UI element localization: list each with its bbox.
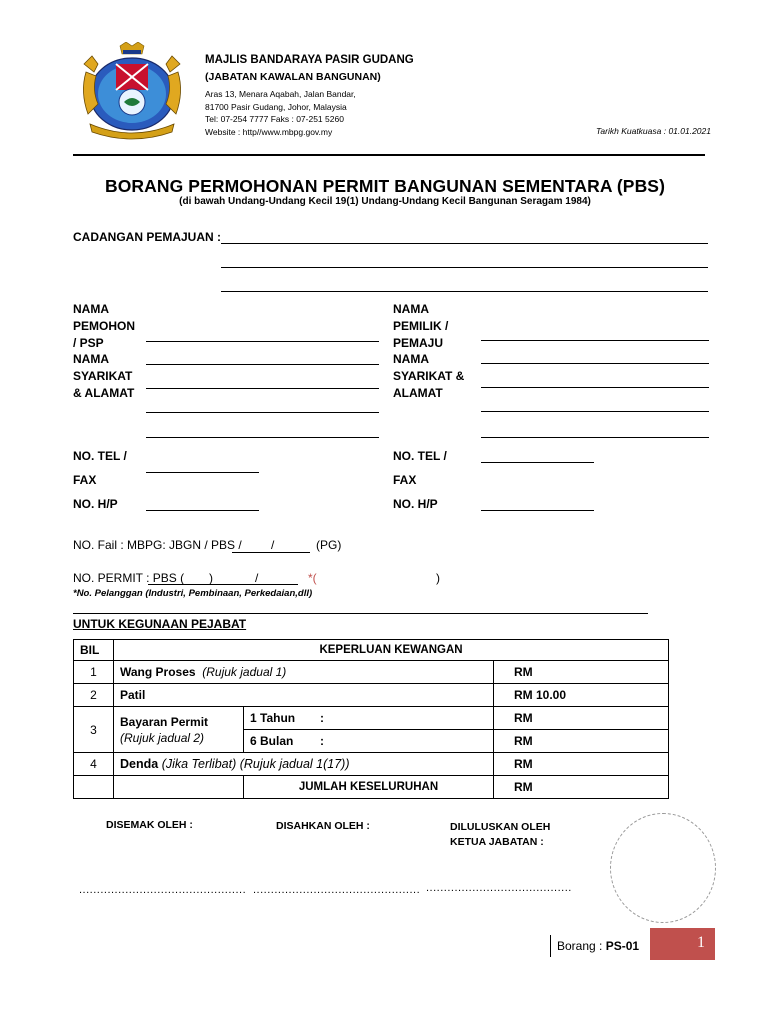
row-item-note: (Rujuk jadual 2) (120, 730, 205, 745)
owner-field-5[interactable] (481, 437, 709, 438)
applicant-field-2[interactable] (146, 364, 379, 365)
col-bil-header: BIL (74, 640, 114, 661)
row-bil: 3 (74, 707, 114, 753)
file-number-suffix: (PG) (316, 538, 342, 552)
option-label: 1 Tahun (250, 711, 296, 725)
applicant-tel-field[interactable] (146, 472, 259, 473)
owner-label-line: NAMA (393, 352, 429, 367)
owner-label-line: PEMAJU (393, 335, 444, 350)
applicant-label-line: NAMA (73, 352, 109, 367)
applicant-label-line: SYARIKAT (73, 369, 133, 384)
table-row (74, 661, 669, 684)
financial-table (73, 639, 669, 799)
applicant-fax-label: FAX (73, 473, 97, 487)
page-number: 1 (697, 934, 705, 951)
row-item-label: Patil (114, 684, 494, 707)
applicant-tel-label: NO. TEL / (73, 449, 127, 463)
approved-by-signature-line[interactable]: ......................................... (426, 882, 572, 894)
applicant-name-label (73, 301, 135, 402)
owner-label-line: NAMA (393, 302, 429, 316)
address-line: 81700 Pasir Gudang, Johor, Malaysia (205, 101, 347, 112)
approved-by-line: KETUA JABATAN : (450, 836, 544, 848)
owner-label-line: PEMILIK / (393, 318, 449, 333)
reviewed-by-signature-line[interactable]: ............................................... (79, 884, 247, 896)
permit-slash: / (255, 571, 259, 585)
permit-paren-close: ) (209, 571, 213, 585)
table-row (74, 753, 669, 776)
applicant-field-5[interactable] (146, 437, 379, 438)
row-amount-field[interactable]: RM (494, 730, 669, 753)
option-colon: : (320, 711, 324, 725)
owner-fax-label: FAX (393, 473, 417, 487)
row-item-label: Bayaran Permit (120, 714, 209, 729)
row-bil: 2 (74, 684, 114, 707)
col-keperluan-header: KEPERLUAN KEWANGAN (114, 640, 669, 661)
cadangan-field-3[interactable] (221, 291, 708, 292)
address-line: Tel: 07-254 7777 Faks : 07-251 5260 (205, 114, 344, 124)
applicant-label-line: PEMOHON (73, 318, 136, 333)
cadangan-field-1[interactable] (221, 243, 708, 244)
applicant-label-line: / PSP (73, 335, 104, 350)
applicant-hp-field[interactable] (146, 510, 259, 511)
table-row (74, 707, 669, 730)
owner-hp-field[interactable] (481, 510, 594, 511)
applicant-label-line: & ALAMAT (73, 385, 135, 400)
address-line: Aras 13, Menara Aqabah, Jalan Bandar, (205, 89, 356, 99)
form-code-label: Borang : (557, 939, 606, 953)
verified-by-label: DISAHKAN OLEH : (276, 820, 370, 832)
verified-by-signature-line[interactable]: ............................................... (253, 884, 421, 896)
form-code (557, 939, 639, 953)
row-item-note: (Jika Terlibat) (161, 757, 237, 771)
reviewed-by-label: DISEMAK OLEH : (106, 819, 193, 831)
option-colon: : (320, 734, 324, 748)
table-row-total (74, 776, 669, 799)
total-label: JUMLAH KESELURUHAN (244, 776, 494, 799)
council-crest-logo (76, 42, 188, 142)
row-item-label: Wang Proses (120, 665, 196, 679)
office-divider (73, 613, 648, 614)
row-bil: 1 (74, 661, 114, 684)
row-amount-field[interactable]: RM 10.00 (494, 684, 669, 707)
file-number-field[interactable] (232, 552, 310, 553)
owner-label-line: ALAMAT (393, 385, 443, 400)
owner-label-line: SYARIKAT & (393, 369, 465, 384)
row-amount-field[interactable]: RM (494, 707, 669, 730)
owner-field-3[interactable] (481, 387, 709, 388)
approved-by-label (450, 820, 550, 850)
file-number-slash: / (271, 538, 275, 552)
org-name: MAJLIS BANDARAYA PASIR GUDANG (205, 54, 414, 66)
permit-option-1-year[interactable] (244, 707, 494, 730)
address-block (205, 88, 356, 138)
row-item (114, 753, 494, 776)
applicant-field-4[interactable] (146, 412, 379, 413)
form-subtitle: (di bawah Undang-Undang Kecil 19(1) Undang-Undang Kecil Bangunan Seragam 1984) (179, 196, 591, 207)
form-title: BORANG PERMOHONAN PERMIT BANGUNAN SEMENTARA (PBS) (104, 176, 666, 196)
form-code-value: PS-01 (605, 939, 640, 953)
cadangan-field-2[interactable] (221, 267, 708, 268)
department-name: (JABATAN KAWALAN BANGUNAN) (205, 71, 381, 83)
owner-hp-label: NO. H/P (393, 497, 438, 511)
row-item (114, 707, 244, 753)
owner-field-1[interactable] (481, 340, 709, 341)
header-divider (73, 154, 705, 156)
applicant-hp-label: NO. H/P (73, 497, 118, 511)
row-item-label: Denda (120, 757, 159, 771)
footer-divider (550, 935, 551, 957)
owner-tel-field[interactable] (481, 462, 594, 463)
permit-number-field[interactable] (148, 584, 298, 585)
permit-number-label: NO. PERMIT : PBS ( (73, 571, 185, 585)
address-line: Website : http//www.mbpg.gov.my (205, 126, 333, 137)
row-amount-field[interactable]: RM (494, 661, 669, 684)
table-row (74, 684, 669, 707)
applicant-field-3[interactable] (146, 388, 379, 389)
official-stamp-area (610, 813, 716, 923)
permit-option-6-month[interactable] (244, 730, 494, 753)
row-item-note: (Rujuk jadual 1) (202, 665, 287, 679)
row-item-note-2: (Rujuk jadual 1(17)) (239, 757, 350, 771)
owner-field-4[interactable] (481, 411, 709, 412)
owner-tel-label: NO. TEL / (393, 449, 447, 463)
permit-customer-close: ) (436, 571, 440, 585)
approved-by-line: DILULUSKAN OLEH (450, 821, 551, 833)
applicant-label-line: NAMA (73, 302, 109, 316)
office-use-heading: UNTUK KEGUNAAN PEJABAT (73, 617, 247, 631)
option-label: 6 Bulan (250, 734, 294, 748)
applicant-field-1[interactable] (146, 341, 379, 342)
effective-date: Tarikh Kuatkuasa : 01.01.2021 (596, 126, 711, 136)
total-amount-field[interactable]: RM (494, 776, 669, 799)
owner-name-label (393, 301, 464, 402)
file-number-label: NO. Fail : MBPG: JBGN / PBS / (73, 538, 242, 552)
cadangan-label: CADANGAN PEMAJUAN : (73, 230, 222, 244)
permit-customer-open: *( (308, 571, 317, 585)
owner-field-2[interactable] (481, 363, 709, 364)
customer-footnote: *No. Pelanggan (Industri, Pembinaan, Perkedaian,dll) (73, 588, 313, 599)
row-item (114, 661, 494, 684)
row-amount-field[interactable]: RM (494, 753, 669, 776)
row-bil: 4 (74, 753, 114, 776)
